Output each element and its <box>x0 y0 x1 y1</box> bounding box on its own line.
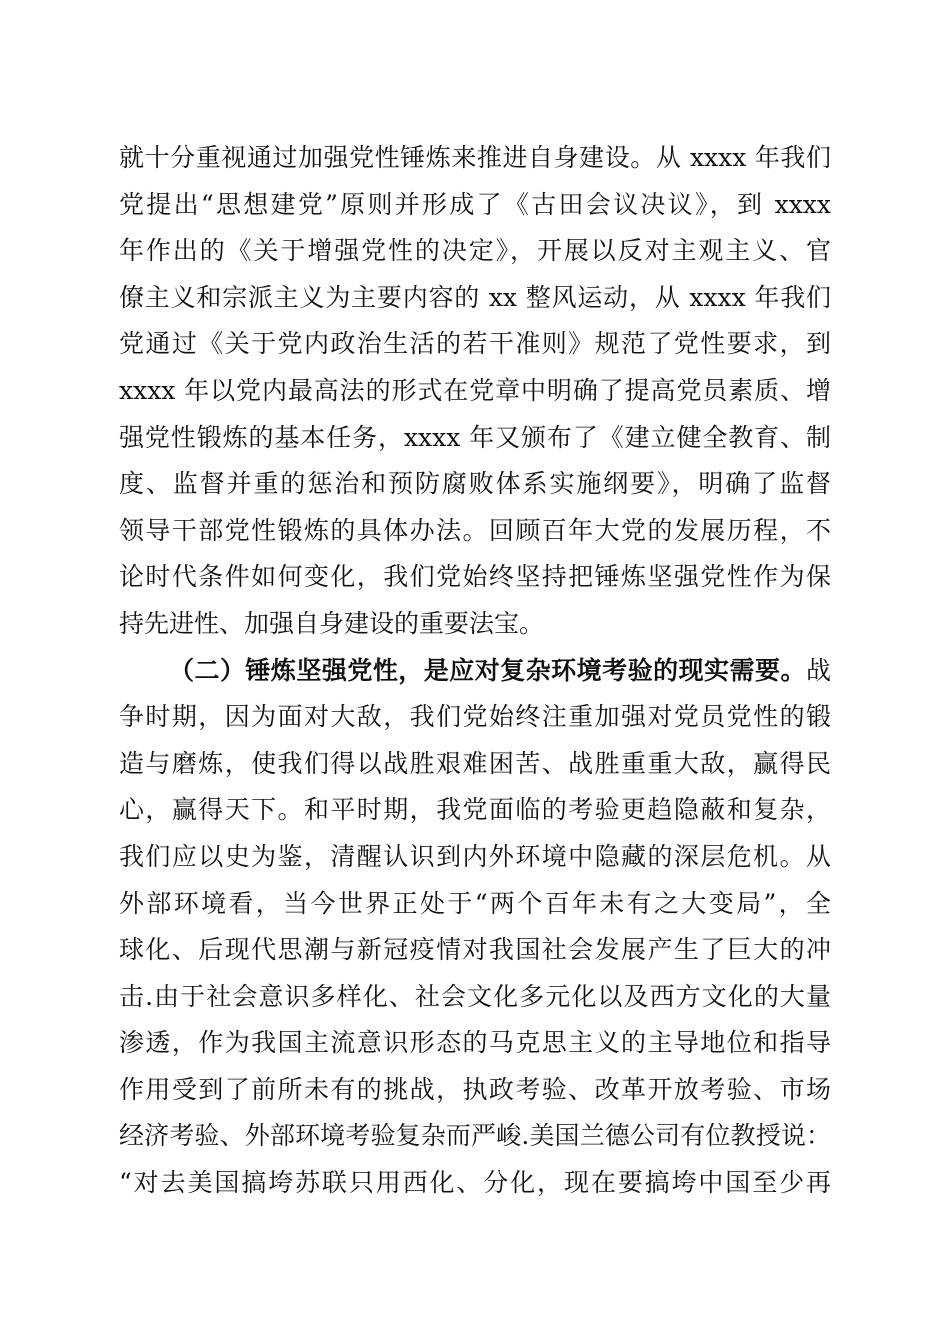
paragraph-party-history <box>119 135 831 648</box>
text-line: 作用受到了前所未有的挑战，执政考验、改革开放考验、市场 <box>119 1074 831 1104</box>
text-line: 论时代条件如何变化，我们党始终坚持把锤炼坚强党性作为保 <box>119 562 831 592</box>
text-line: 造与磨炼，使我们得以战胜艰难困苦、战胜重重大敌，赢得民 <box>119 748 831 778</box>
paragraph-complex-environment <box>119 648 831 1207</box>
text-line: 渗透，作为我国主流意识形态的马克思主义的主导地位和指导 <box>119 1028 831 1058</box>
section-heading: （二）锤炼坚强党性，是应对复杂环境考验的现实需要。 <box>169 655 806 685</box>
text-line-tail: 战 <box>805 655 831 685</box>
text-line: 我们应以史为鉴，清醒认识到内外环境中隐藏的深层危机。从 <box>119 841 831 871</box>
text-line: 持先进性、加强自身建设的重要法宝。 <box>119 608 545 638</box>
text-line: 年作出的《关于增强党性的决定》，开展以反对主观主义、官 <box>119 236 831 266</box>
text-line: 领导干部党性锻炼的具体办法。回顾百年大党的发展历程，不 <box>119 515 831 545</box>
body-text <box>119 135 831 1207</box>
text-line: 经济考验、外部环境考验复杂而严峻.美国兰德公司有位教授说： <box>119 1121 831 1151</box>
text-line: 强党性锻炼的基本任务，xxxx 年又颁布了《建立健全教育、制 <box>119 422 831 452</box>
text-line: 就十分重视通过加强党性锤炼来推进自身建设。从 xxxx 年我们 <box>119 143 831 172</box>
text-line: xxxx 年以党内最高法的形式在党章中明确了提高党员素质、增 <box>119 375 831 405</box>
text-line: 争时期，因为面对大敌，我们党始终注重加强对党员党性的锻 <box>119 702 831 732</box>
text-line: 度、监督并重的惩治和预防腐败体系实施纲要》，明确了监督 <box>119 469 831 499</box>
text-line: 党通过《关于党内政治生活的若干准则》规范了党性要求，到 <box>119 329 831 359</box>
text-line: 党提出“思想建党”原则并形成了《古田会议决议》，到 xxxx <box>119 189 831 219</box>
text-line: 球化、后现代思潮与新冠疫情对我国社会发展产生了巨大的冲 <box>119 935 831 965</box>
text-line: 僚主义和宗派主义为主要内容的 xx 整风运动，从 xxxx 年我们 <box>119 282 831 312</box>
paragraph-first-line <box>119 648 831 695</box>
text-line: 心，赢得天下。和平时期，我党面临的考验更趋隐蔽和复杂， <box>119 795 831 825</box>
text-line: 击.由于社会意识多样化、社会文化多元化以及西方文化的大量 <box>119 981 831 1011</box>
text-line: “对去美国搞垮苏联只用西化、分化，现在要搞垮中国至少再 <box>119 1168 831 1198</box>
text-line: 外部环境看，当今世界正处于“两个百年未有之大变局”，全 <box>119 888 831 918</box>
